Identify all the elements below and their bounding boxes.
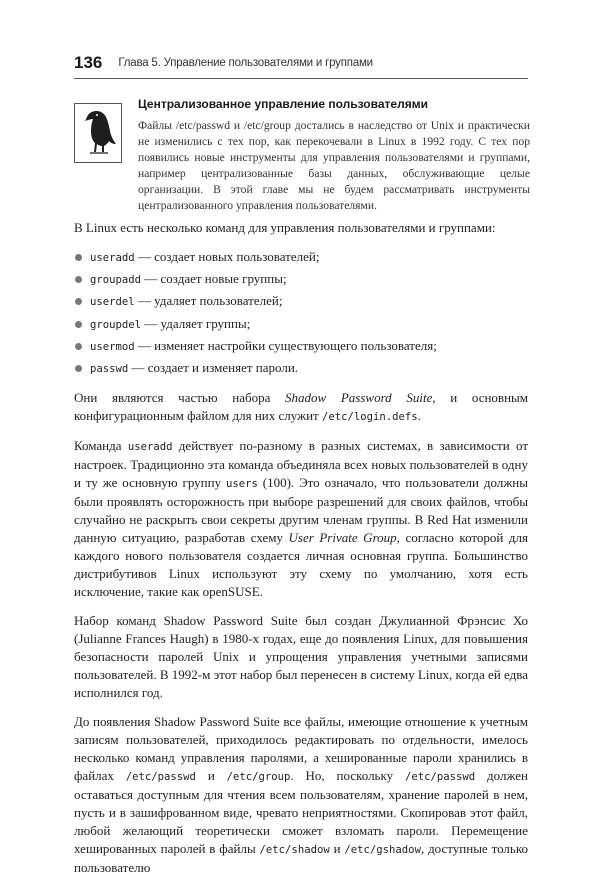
header-rule [74, 78, 528, 79]
command-name: passwd [90, 362, 129, 375]
text-run: До появления Shadow Password Suite все файлы, имеющие отношение к учетным записям пользователей, приходилось редактировать по отдельности, имелось несколько команд управления паролями, а хешированные пароли хранились в файлах [74, 713, 528, 783]
list-item [74, 270, 528, 289]
text-run: (100). Это означало, что пользователи должны были проявлять осторожность при выборе разрешений для своих файлов, чтобы случайно не раскрыть свои секреты другим членам группы. В Red Hat изменили данную ситуацию, разработав схему [74, 474, 528, 545]
list-item [74, 248, 528, 267]
list-item [74, 315, 528, 334]
useradd-paragraph [74, 437, 528, 601]
bullet-icon [75, 254, 82, 261]
inline-code: /etc/passwd [404, 770, 476, 783]
command-list [74, 248, 528, 378]
bullet-icon [75, 343, 82, 350]
text-run: , согласно которой для каждого нового пользователя создается личная основная группа. Большинство дистрибутивов Linux используют эту схему по умолчанию, хотя есть исключение, такие как openSUSE. [74, 529, 529, 599]
command-name: useradd [90, 252, 135, 264]
inline-code: /etc/shadow [259, 843, 330, 856]
inline-code: useradd [127, 440, 173, 453]
inline-code: /etc/group [226, 770, 291, 783]
inline-code: /etc/passwd [125, 770, 196, 783]
command-description: — удаляет пользователей; [134, 293, 283, 309]
scheme-name: User Private Group [288, 529, 397, 545]
bullet-icon [75, 365, 82, 372]
suite-paragraph [74, 389, 528, 426]
command-description: — создает новых пользователей; [134, 249, 320, 264]
command-description: — изменяет настройки существующего пользователя; [134, 337, 437, 353]
text-run: Команда [74, 437, 128, 453]
text-run: Они являются частью набора [74, 389, 286, 405]
command-description: — создает и изменяет пароли. [128, 359, 299, 375]
chapter-title: Глава 5. Управление пользователями и группами [118, 57, 373, 69]
running-header [74, 52, 528, 74]
bullet-icon [75, 298, 82, 305]
page-number: 136 [74, 53, 103, 72]
intro-paragraph: В Linux есть несколько команд для управления пользователями и группами: [74, 220, 496, 235]
bullet-icon [75, 276, 82, 283]
command-description: — удаляет группы; [141, 315, 251, 331]
inline-code: users [225, 477, 258, 490]
text-run: . Но, поскольку [290, 767, 405, 783]
command-name: usermod [90, 340, 135, 353]
command-name: userdel [90, 296, 135, 309]
list-item [74, 292, 528, 311]
suite-name: Shadow Password Suite [285, 389, 433, 405]
text-run: и [195, 767, 227, 783]
text-run: , и основным конфигурационным файлом для них служит [74, 389, 528, 423]
inline-code: /etc/gshadow [344, 843, 421, 856]
text-run: и [329, 840, 345, 856]
note-box [74, 97, 530, 213]
command-description: — создает новые группы; [141, 271, 287, 287]
note-text: Файлы /etc/passwd и /etc/group достались в наследство от Unix и практически не изменились с тех пор, как перекочевали в Linux в 1992 году. С тех пор появились новые инструменты для управления пользователями и группами, например централизованные базы данных, обслуживающие целые организации. В этой главе мы не будем рассматривать инструменты централизованного управления пользователями. [138, 119, 530, 212]
text-run: должен оставаться доступным для чтения всем пользователям, хранение паролей в нем, пусть и в зашифрованном виде, чревато неприятностями. Скопировав этот файл, любой желающий теоретически сможет взломать пароли. Перемещение хешированных паролей в файлы [74, 767, 528, 856]
bullet-icon [75, 321, 82, 328]
list-item [74, 337, 528, 356]
list-item [74, 359, 528, 378]
main-text [74, 219, 528, 888]
history-paragraph: Набор команд Shadow Password Suite был создан Джулианной Фрэнсис Хо (Julianne Frances Haugh) в 1980-х годах, еще до появления Linux, для повышения безопасности паролей Unix и упрощения управления учетными записями пользователей. В 1992-м этот набор был перенесен в систему Linux, когда ей едва исполнился год. [74, 612, 528, 700]
before-shadow-paragraph [74, 713, 528, 877]
text-run: , доступные только пользователю [74, 840, 528, 875]
config-path: /etc/login.defs [321, 410, 418, 423]
crow-icon [74, 103, 122, 163]
command-name: groupdel [90, 318, 142, 331]
command-name: groupadd [90, 274, 142, 287]
text-run: . [417, 407, 421, 423]
text-run: действует по-разному в разных системах, в зависимости от настроек. Традиционно эта команда объединяла всех новых пользователей в одну и ту же основную группу [74, 437, 528, 490]
note-title: Централизованное управление пользователями [138, 97, 428, 111]
